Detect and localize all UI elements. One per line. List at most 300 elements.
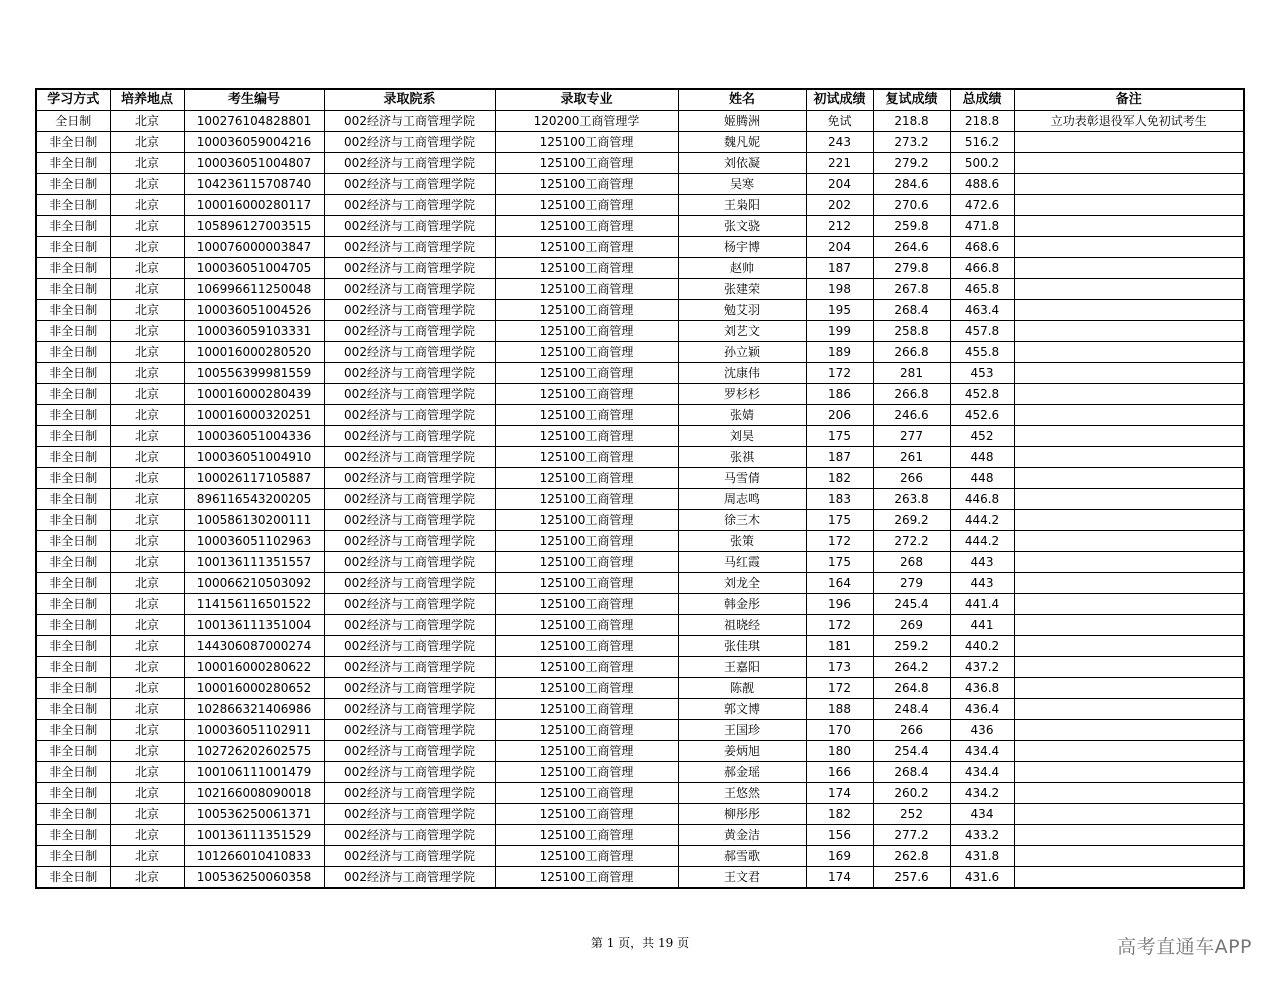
cell-name: 王枭阳 [678,195,806,216]
cell-total-score: 443 [950,552,1014,573]
cell-retest-score: 268.4 [873,762,950,783]
cell-campus: 北京 [110,573,184,594]
cell-remarks [1014,237,1244,258]
cell-prelim-score: 180 [806,741,873,762]
table-row [36,363,1244,384]
cell-retest-score: 281 [873,363,950,384]
cell-prelim-score: 196 [806,594,873,615]
cell-campus: 北京 [110,426,184,447]
cell-remarks [1014,384,1244,405]
cell-total-score: 443 [950,573,1014,594]
cell-candidate-id: 100276104828801 [184,111,324,132]
cell-prelim-score: 186 [806,384,873,405]
cell-candidate-id: 106996611250048 [184,279,324,300]
cell-candidate-id: 100066210503092 [184,573,324,594]
cell-major: 125100工商管理 [495,321,678,342]
cell-department: 002经济与工商管理学院 [324,762,495,783]
cell-prelim-score: 174 [806,783,873,804]
cell-retest-score: 279 [873,573,950,594]
cell-candidate-id: 100016000280117 [184,195,324,216]
cell-major: 125100工商管理 [495,594,678,615]
cell-major: 125100工商管理 [495,846,678,867]
cell-major: 125100工商管理 [495,300,678,321]
cell-name: 刘艺文 [678,321,806,342]
cell-total-score: 218.8 [950,111,1014,132]
table-row [36,783,1244,804]
admission-table [35,88,1245,889]
cell-remarks [1014,426,1244,447]
column-header-retest-score: 复试成绩 [873,89,950,111]
cell-department: 002经济与工商管理学院 [324,468,495,489]
cell-total-score: 465.8 [950,279,1014,300]
cell-candidate-id: 102166008090018 [184,783,324,804]
cell-major: 125100工商管理 [495,132,678,153]
cell-study-mode: 非全日制 [36,615,110,636]
cell-campus: 北京 [110,405,184,426]
cell-total-score: 468.6 [950,237,1014,258]
table-row [36,237,1244,258]
cell-candidate-id: 100076000003847 [184,237,324,258]
table-row [36,636,1244,657]
cell-department: 002经济与工商管理学院 [324,615,495,636]
cell-total-score: 488.6 [950,174,1014,195]
cell-total-score: 500.2 [950,153,1014,174]
cell-name: 陈靓 [678,678,806,699]
cell-retest-score: 279.8 [873,258,950,279]
cell-candidate-id: 100036051102963 [184,531,324,552]
cell-total-score: 516.2 [950,132,1014,153]
cell-name: 赵帅 [678,258,806,279]
cell-retest-score: 264.6 [873,237,950,258]
cell-total-score: 431.6 [950,867,1014,889]
cell-total-score: 457.8 [950,321,1014,342]
cell-total-score: 452.8 [950,384,1014,405]
cell-name: 刘昊 [678,426,806,447]
cell-prelim-score: 187 [806,258,873,279]
cell-department: 002经济与工商管理学院 [324,258,495,279]
cell-remarks [1014,636,1244,657]
cell-campus: 北京 [110,804,184,825]
cell-department: 002经济与工商管理学院 [324,321,495,342]
cell-prelim-score: 202 [806,195,873,216]
cell-study-mode: 非全日制 [36,468,110,489]
cell-campus: 北京 [110,489,184,510]
cell-remarks [1014,279,1244,300]
table-row [36,762,1244,783]
cell-campus: 北京 [110,678,184,699]
table-header [36,89,1244,111]
cell-name: 柳彤彤 [678,804,806,825]
cell-total-score: 444.2 [950,510,1014,531]
cell-retest-score: 254.4 [873,741,950,762]
cell-candidate-id: 100536250061371 [184,804,324,825]
cell-campus: 北京 [110,510,184,531]
cell-name: 张策 [678,531,806,552]
cell-study-mode: 非全日制 [36,699,110,720]
cell-remarks [1014,531,1244,552]
cell-name: 沈康伟 [678,363,806,384]
cell-retest-score: 266.8 [873,384,950,405]
cell-major: 125100工商管理 [495,678,678,699]
cell-prelim-score: 206 [806,405,873,426]
cell-total-score: 471.8 [950,216,1014,237]
cell-major: 125100工商管理 [495,741,678,762]
cell-candidate-id: 100036051004526 [184,300,324,321]
cell-total-score: 448 [950,447,1014,468]
cell-campus: 北京 [110,216,184,237]
cell-study-mode: 非全日制 [36,237,110,258]
cell-department: 002经济与工商管理学院 [324,720,495,741]
cell-campus: 北京 [110,867,184,889]
table-row [36,384,1244,405]
cell-retest-score: 264.2 [873,657,950,678]
cell-major: 125100工商管理 [495,783,678,804]
cell-remarks [1014,783,1244,804]
cell-prelim-score: 172 [806,363,873,384]
cell-remarks [1014,405,1244,426]
cell-study-mode: 非全日制 [36,594,110,615]
cell-study-mode: 非全日制 [36,174,110,195]
cell-campus: 北京 [110,615,184,636]
cell-campus: 北京 [110,384,184,405]
column-header-department: 录取院系 [324,89,495,111]
cell-candidate-id: 100036051004910 [184,447,324,468]
cell-retest-score: 269.2 [873,510,950,531]
cell-total-score: 437.2 [950,657,1014,678]
cell-prelim-score: 156 [806,825,873,846]
cell-total-score: 472.6 [950,195,1014,216]
column-header-name: 姓名 [678,89,806,111]
cell-major: 125100工商管理 [495,489,678,510]
cell-retest-score: 272.2 [873,531,950,552]
admission-list-sheet [35,88,1243,889]
cell-department: 002经济与工商管理学院 [324,342,495,363]
cell-study-mode: 非全日制 [36,573,110,594]
cell-major: 125100工商管理 [495,552,678,573]
cell-remarks [1014,216,1244,237]
cell-campus: 北京 [110,237,184,258]
cell-remarks [1014,552,1244,573]
cell-remarks [1014,447,1244,468]
cell-name: 勉艾羽 [678,300,806,321]
cell-retest-score: 268 [873,552,950,573]
table-row [36,594,1244,615]
cell-prelim-score: 181 [806,636,873,657]
cell-prelim-score: 188 [806,699,873,720]
cell-prelim-score: 175 [806,426,873,447]
cell-name: 魏凡妮 [678,132,806,153]
cell-prelim-score: 183 [806,489,873,510]
table-row [36,510,1244,531]
cell-major: 125100工商管理 [495,216,678,237]
cell-remarks [1014,720,1244,741]
cell-remarks [1014,804,1244,825]
cell-study-mode: 非全日制 [36,762,110,783]
cell-prelim-score: 174 [806,867,873,889]
table-row [36,846,1244,867]
cell-campus: 北京 [110,594,184,615]
cell-remarks [1014,132,1244,153]
cell-remarks [1014,741,1244,762]
table-row [36,699,1244,720]
table-row [36,258,1244,279]
cell-retest-score: 270.6 [873,195,950,216]
cell-prelim-score: 204 [806,174,873,195]
cell-total-score: 436 [950,720,1014,741]
column-header-campus: 培养地点 [110,89,184,111]
cell-retest-score: 266.8 [873,342,950,363]
cell-study-mode: 非全日制 [36,279,110,300]
cell-prelim-score: 195 [806,300,873,321]
cell-department: 002经济与工商管理学院 [324,657,495,678]
cell-campus: 北京 [110,741,184,762]
cell-campus: 北京 [110,258,184,279]
cell-candidate-id: 100036051004705 [184,258,324,279]
cell-department: 002经济与工商管理学院 [324,699,495,720]
cell-remarks [1014,657,1244,678]
cell-remarks [1014,489,1244,510]
cell-prelim-score: 169 [806,846,873,867]
table-row [36,678,1244,699]
cell-prelim-score: 182 [806,804,873,825]
column-header-total-score: 总成绩 [950,89,1014,111]
cell-name: 祖晓经 [678,615,806,636]
cell-candidate-id: 100136111351529 [184,825,324,846]
cell-candidate-id: 105896127003515 [184,216,324,237]
cell-prelim-score: 189 [806,342,873,363]
cell-remarks [1014,867,1244,889]
cell-campus: 北京 [110,279,184,300]
cell-campus: 北京 [110,447,184,468]
table-row [36,279,1244,300]
cell-name: 张祺 [678,447,806,468]
cell-campus: 北京 [110,321,184,342]
cell-remarks [1014,510,1244,531]
cell-campus: 北京 [110,132,184,153]
cell-major: 125100工商管理 [495,237,678,258]
table-row [36,531,1244,552]
cell-remarks [1014,258,1244,279]
cell-remarks [1014,174,1244,195]
cell-candidate-id: 100016000320251 [184,405,324,426]
cell-department: 002经济与工商管理学院 [324,846,495,867]
cell-name: 王国珍 [678,720,806,741]
cell-study-mode: 非全日制 [36,657,110,678]
cell-candidate-id: 100586130200111 [184,510,324,531]
cell-prelim-score: 204 [806,237,873,258]
cell-name: 周志鸣 [678,489,806,510]
column-header-candidate-id: 考生编号 [184,89,324,111]
cell-department: 002经济与工商管理学院 [324,237,495,258]
cell-candidate-id: 100036051004336 [184,426,324,447]
cell-campus: 北京 [110,195,184,216]
cell-study-mode: 非全日制 [36,510,110,531]
cell-candidate-id: 101266010410833 [184,846,324,867]
table-row [36,111,1244,132]
cell-study-mode: 非全日制 [36,447,110,468]
cell-candidate-id: 104236115708740 [184,174,324,195]
cell-major: 125100工商管理 [495,447,678,468]
cell-retest-score: 266 [873,720,950,741]
cell-name: 郝金瑶 [678,762,806,783]
watermark-text: 高考直通车APP [1117,936,1252,958]
table-row [36,468,1244,489]
table-row [36,552,1244,573]
cell-name: 姜炳旭 [678,741,806,762]
cell-department: 002经济与工商管理学院 [324,804,495,825]
cell-major: 125100工商管理 [495,342,678,363]
cell-campus: 北京 [110,720,184,741]
cell-major: 125100工商管理 [495,657,678,678]
cell-candidate-id: 100556399981559 [184,363,324,384]
cell-department: 002经济与工商管理学院 [324,405,495,426]
cell-prelim-score: 212 [806,216,873,237]
cell-remarks [1014,615,1244,636]
cell-department: 002经济与工商管理学院 [324,573,495,594]
cell-major: 125100工商管理 [495,426,678,447]
cell-major: 125100工商管理 [495,195,678,216]
table-row [36,615,1244,636]
table-row [36,321,1244,342]
cell-retest-score: 259.8 [873,216,950,237]
cell-candidate-id: 100016000280652 [184,678,324,699]
cell-study-mode: 非全日制 [36,216,110,237]
cell-prelim-score: 173 [806,657,873,678]
cell-department: 002经济与工商管理学院 [324,174,495,195]
cell-total-score: 433.2 [950,825,1014,846]
cell-study-mode: 非全日制 [36,489,110,510]
cell-remarks: 立功表彰退役军人免初试考生 [1014,111,1244,132]
table-row [36,741,1244,762]
cell-name: 王嘉阳 [678,657,806,678]
cell-campus: 北京 [110,300,184,321]
cell-prelim-score: 170 [806,720,873,741]
cell-retest-score: 284.6 [873,174,950,195]
cell-remarks [1014,846,1244,867]
cell-major: 125100工商管理 [495,573,678,594]
cell-campus: 北京 [110,657,184,678]
cell-major: 125100工商管理 [495,867,678,889]
cell-study-mode: 非全日制 [36,741,110,762]
column-header-major: 录取专业 [495,89,678,111]
cell-remarks [1014,363,1244,384]
cell-major: 125100工商管理 [495,384,678,405]
cell-campus: 北京 [110,342,184,363]
cell-prelim-score: 164 [806,573,873,594]
cell-study-mode: 非全日制 [36,783,110,804]
cell-prelim-score: 175 [806,510,873,531]
cell-department: 002经济与工商管理学院 [324,531,495,552]
cell-name: 姬腾洲 [678,111,806,132]
cell-retest-score: 268.4 [873,300,950,321]
cell-prelim-score: 172 [806,531,873,552]
cell-study-mode: 非全日制 [36,678,110,699]
cell-total-score: 441 [950,615,1014,636]
cell-major: 125100工商管理 [495,762,678,783]
cell-retest-score: 263.8 [873,489,950,510]
cell-name: 王文君 [678,867,806,889]
cell-retest-score: 266 [873,468,950,489]
cell-campus: 北京 [110,783,184,804]
cell-prelim-score: 175 [806,552,873,573]
cell-department: 002经济与工商管理学院 [324,216,495,237]
table-row [36,825,1244,846]
cell-total-score: 446.8 [950,489,1014,510]
cell-study-mode: 非全日制 [36,426,110,447]
cell-total-score: 448 [950,468,1014,489]
cell-name: 王悠然 [678,783,806,804]
cell-candidate-id: 100136111351557 [184,552,324,573]
cell-name: 张建荣 [678,279,806,300]
cell-department: 002经济与工商管理学院 [324,279,495,300]
cell-major: 125100工商管理 [495,636,678,657]
cell-name: 马红霞 [678,552,806,573]
cell-retest-score: 245.4 [873,594,950,615]
cell-study-mode: 非全日制 [36,153,110,174]
cell-study-mode: 非全日制 [36,531,110,552]
header-row [36,89,1244,111]
cell-study-mode: 非全日制 [36,825,110,846]
column-header-prelim-score: 初试成绩 [806,89,873,111]
cell-department: 002经济与工商管理学院 [324,132,495,153]
cell-department: 002经济与工商管理学院 [324,636,495,657]
cell-total-score: 434.4 [950,762,1014,783]
column-header-remarks: 备注 [1014,89,1244,111]
cell-retest-score: 257.6 [873,867,950,889]
cell-campus: 北京 [110,531,184,552]
cell-campus: 北京 [110,468,184,489]
table-row [36,300,1244,321]
cell-study-mode: 非全日制 [36,804,110,825]
cell-remarks [1014,573,1244,594]
cell-campus: 北京 [110,636,184,657]
table-row [36,195,1244,216]
cell-major: 125100工商管理 [495,510,678,531]
cell-prelim-score: 172 [806,678,873,699]
cell-study-mode: 非全日制 [36,636,110,657]
cell-major: 125100工商管理 [495,531,678,552]
cell-candidate-id: 100136111351004 [184,615,324,636]
cell-department: 002经济与工商管理学院 [324,447,495,468]
cell-name: 张文骁 [678,216,806,237]
cell-major: 125100工商管理 [495,363,678,384]
cell-candidate-id: 100016000280439 [184,384,324,405]
table-row [36,657,1244,678]
cell-candidate-id: 114156116501522 [184,594,324,615]
cell-major: 125100工商管理 [495,174,678,195]
cell-department: 002经济与工商管理学院 [324,741,495,762]
cell-retest-score: 246.6 [873,405,950,426]
cell-study-mode: 非全日制 [36,405,110,426]
cell-department: 002经济与工商管理学院 [324,867,495,889]
cell-retest-score: 248.4 [873,699,950,720]
cell-major: 125100工商管理 [495,405,678,426]
cell-department: 002经济与工商管理学院 [324,678,495,699]
cell-candidate-id: 100036051004807 [184,153,324,174]
cell-department: 002经济与工商管理学院 [324,153,495,174]
cell-prelim-score: 182 [806,468,873,489]
cell-candidate-id: 100036059004216 [184,132,324,153]
cell-study-mode: 非全日制 [36,195,110,216]
cell-candidate-id: 100536250060358 [184,867,324,889]
cell-candidate-id: 144306087000274 [184,636,324,657]
cell-total-score: 434 [950,804,1014,825]
cell-prelim-score: 166 [806,762,873,783]
cell-prelim-score: 199 [806,321,873,342]
cell-remarks [1014,321,1244,342]
cell-retest-score: 264.8 [873,678,950,699]
cell-retest-score: 252 [873,804,950,825]
